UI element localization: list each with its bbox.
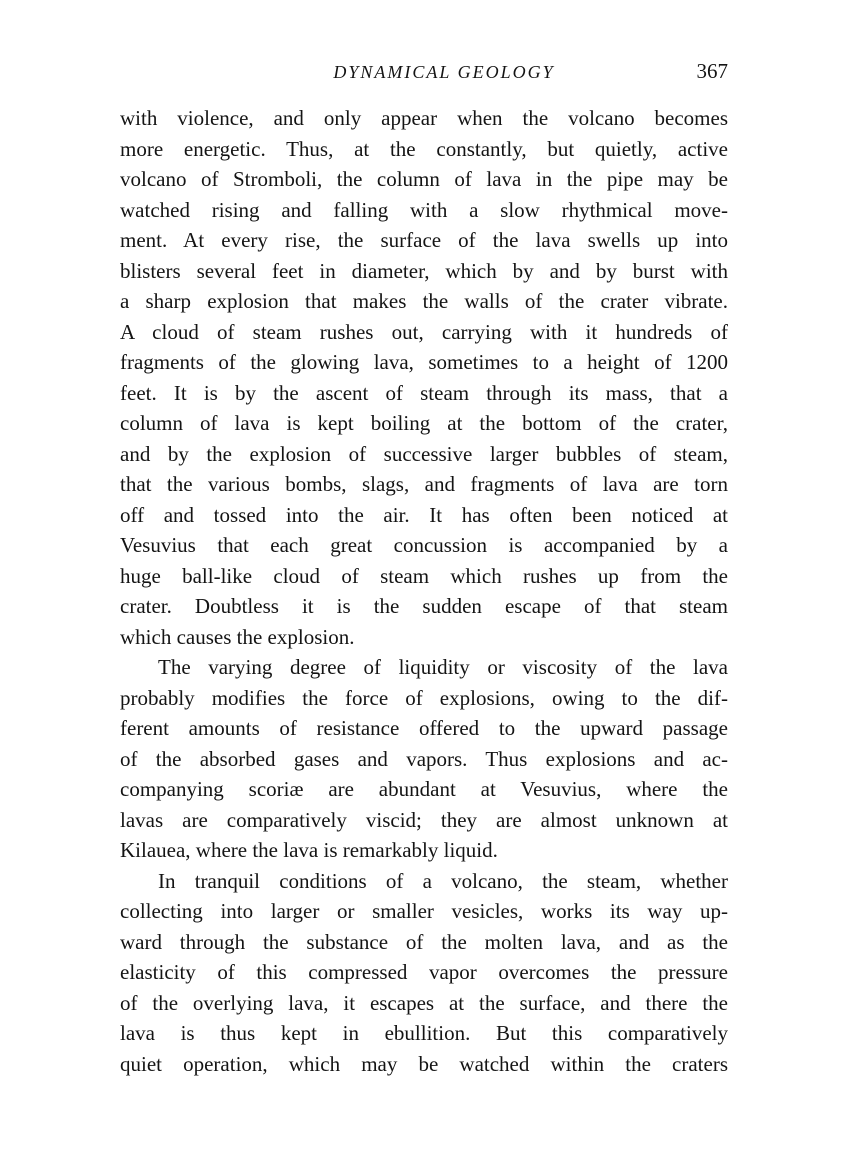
text-line: A cloud of steam rushes out, carrying with it hundreds of <box>120 319 728 344</box>
text-line: Kilauea, where the lava is remarkably liquid. <box>120 838 498 862</box>
text-line: column of lava is kept boiling at the bottom of the crater, <box>120 411 728 435</box>
paragraph-2 <box>120 652 728 866</box>
text-line: quiet operation, which may be watched within the craters <box>120 1051 728 1076</box>
paragraph-1 <box>120 103 728 652</box>
text-line: watched rising and falling with a slow rhythmical move- <box>120 197 728 222</box>
text-line: collecting into larger or smaller vesicles, works its way up- <box>120 899 728 923</box>
text-line: probably modifies the force of explosions, owing to the dif- <box>120 685 728 710</box>
text-line: lava is thus kept in ebullition. But this comparatively <box>120 1021 728 1045</box>
text-line: huge ball-like cloud of steam which rushes up from the <box>120 563 728 588</box>
text-line: feet. It is by the ascent of steam through its mass, that a <box>120 380 728 405</box>
body-text <box>120 103 728 1079</box>
text-line: fragments of the glowing lava, sometimes to a height of 1200 <box>120 350 728 374</box>
text-line: off and tossed into the air. It has often been noticed at <box>120 502 728 527</box>
text-line: ferent amounts of resistance offered to the upward passage <box>120 716 728 740</box>
text-line: with violence, and only appear when the volcano becomes <box>120 106 728 130</box>
text-line: volcano of Stromboli, the column of lava in the pipe may be <box>120 167 728 191</box>
text-line: which causes the explosion. <box>120 624 355 649</box>
text-line: companying scoriæ are abundant at Vesuvius, where the <box>120 777 728 801</box>
text-line: Vesuvius that each great concussion is accompanied by a <box>120 533 728 557</box>
text-line: ment. At every rise, the surface of the lava swells up into <box>120 228 728 252</box>
text-line: a sharp explosion that makes the walls of the crater vibrate. <box>120 289 728 313</box>
text-line: of the absorbed gases and vapors. Thus explosions and ac- <box>120 746 728 771</box>
text-line: of the overlying lava, it escapes at the surface, and there the <box>120 990 728 1015</box>
text-line: and by the explosion of successive larger bubbles of steam, <box>120 441 728 466</box>
text-line: The varying degree of liquidity or viscosity of the lava <box>158 655 728 679</box>
text-line: more energetic. Thus, at the constantly, but quietly, active <box>120 136 728 161</box>
paragraph-3 <box>120 866 728 1080</box>
text-line: In tranquil conditions of a volcano, the steam, whether <box>158 868 728 893</box>
text-line: ward through the substance of the molten lava, and as the <box>120 929 728 954</box>
running-title: DYNAMICAL GEOLOGY <box>333 62 555 82</box>
text-line: crater. Doubtless it is the sudden escape of that steam <box>120 594 728 618</box>
page-number: 367 <box>696 59 728 83</box>
text-line: lavas are comparatively viscid; they are almost unknown at <box>120 807 728 832</box>
text-line: that the various bombs, slags, and fragments of lava are torn <box>120 472 728 496</box>
text-line: blisters several feet in diameter, which by and by burst with <box>120 258 728 283</box>
text-line: elasticity of this compressed vapor overcomes the pressure <box>120 960 728 984</box>
running-head <box>120 59 728 88</box>
